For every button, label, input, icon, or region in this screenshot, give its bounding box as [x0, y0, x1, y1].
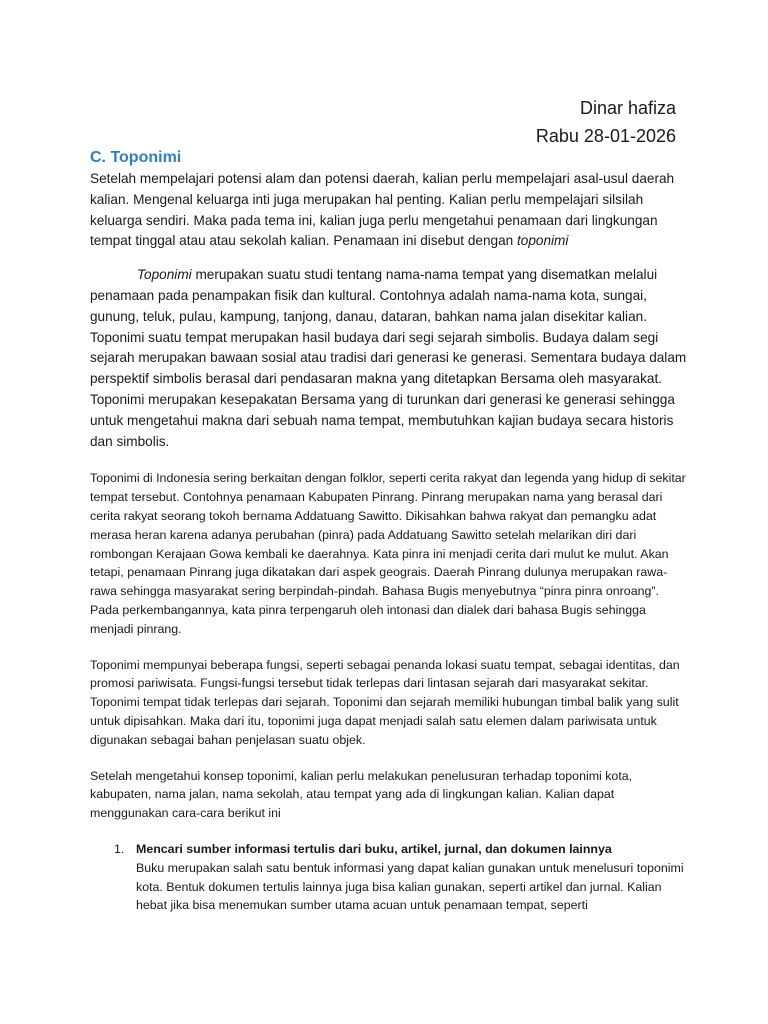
document-body [90, 147, 690, 915]
document-header [536, 94, 676, 150]
section-title: C. Toponimi [90, 149, 182, 166]
author-name: Dinar hafiza [579, 98, 676, 118]
cara-paragraph: Setelah mengetahui konsep toponimi, kalian perlu melakukan penelusuran terhadap toponimi kota, kabupaten, nama jalan, nama sekolah, atau tempat yang ada di lingkungan kalian. Kalian dapat menggunakan cara-cara berikut ini [90, 768, 633, 821]
step-body: Buku merupakan salah satu bentuk informasi yang dapat kalian gunakan untuk menelusuri toponimi kota. Bentuk dokumen tertulis lainnya juga bisa kalian gunakan, seperti artikel dan jurnal. Kalian hebat jika bisa menemukan sumber utama acuan untuk penamaan tempat, seperti [136, 860, 684, 913]
definition-paragraph [90, 265, 690, 452]
intro-text: Setelah mempelajari potensi alam dan potensi daerah, kalian perlu mempelajari asal-usul daerah kalian. Mengenal keluarga inti juga merupakan hal penting. Kalian perlu mempelajari silsilah keluarga sendiri. Maka pada tema ini, kalian juga perlu mengetahui penamaan dari lingkungan tempat tinggal atau atau sekolah kalian. Penamaan ini disebut dengan [90, 171, 675, 249]
intro-paragraph [90, 169, 690, 252]
fungsi-paragraph: Toponimi mempunyai beberapa fungsi, seperti sebagai penanda lokasi suatu tempat, sebagai identitas, dan promosi pariwisata. Fungsi-fungsi tersebut tidak terlepas dari lintasan sejarah dari masyarakat sekitar. Toponimi tempat tidak terlepas dari sejarah. Toponimi dan sejarah memiliki hubungan timbal balik yang sulit untuk dipisahkan. Maka dari itu, toponimi juga dapat menjadi salah satu elemen dalam pariwisata untuk digunakan sebagai bahan penjelasan suatu objek. [90, 657, 680, 747]
steps-list [90, 840, 690, 915]
definition-text: merupakan suatu studi tentang nama-nama tempat yang disematkan melalui penamaan pada penampakan fisik dan kultural. Contohnya adalah nama-nama kota, sungai, gunung, teluk, pulau, kampung, tanjong, danau, dataran, bahkan nama jalan disekitar kalian. Toponimi suatu tempat merupakan hasil budaya dari segi sejarah simbolis. Budaya dalam segi sejarah merupakan bawaan sosial atau tradisi dari generasi ke generasi. Sementara budaya dalam perspektif simbolis berasal dari pendasaran makna yang ditetapkan Bersama oleh masyarakat. Toponimi merupakan kesepakatan Bersama yang di turunkan dari generasi ke generasi sehingga untuk mengetahui makna dari sebuah nama tempat, membutuhkan kajian budaya secara historis dan simbolis. [90, 267, 687, 449]
document-date: Rabu 28-01-2026 [535, 126, 676, 146]
definition-term: Toponimi [137, 267, 192, 283]
step-title: Mencari sumber informasi tertulis dari buku, artikel, jurnal, dan dokumen lainnya [136, 841, 612, 856]
step-number: 1. [114, 841, 125, 856]
intro-term: toponimi [517, 233, 569, 249]
list-item [90, 840, 690, 915]
pinrang-paragraph: Toponimi di Indonesia sering berkaitan dengan folklor, seperti cerita rakyat dan legenda yang hidup di sekitar tempat tersebut. Contohnya penamaan Kabupaten Pinrang. Pinrang merupakan nama yang berasal dari cerita rakyat seorang tokoh bernama Addatuang Sawitto. Dikisahkan bahwa rakyat dan pemangku adat merasa heran karena adanya perubahan (pinra) pada Addatuang Sawitto setelah melarikan diri dari rombongan Kerajaan Gowa kembali ke daerahnya. Kata pinra ini menjadi cerita dari mulut ke mulut. Akan tetapi, penamaan Pinrang juga dikatakan dari aspek geograis. Daerah Pinrang dulunya merupakan rawa-rawa sehingga masyarakat sering berpindah-pindah. Bahasa Bugis menyebutnya “pinra pinra onroang”. Pada perkembangannya, kata pinra terpengaruh oleh intonasi dan dialek dari bahasa Bugis sehingga menjadi pinrang. [90, 471, 686, 636]
